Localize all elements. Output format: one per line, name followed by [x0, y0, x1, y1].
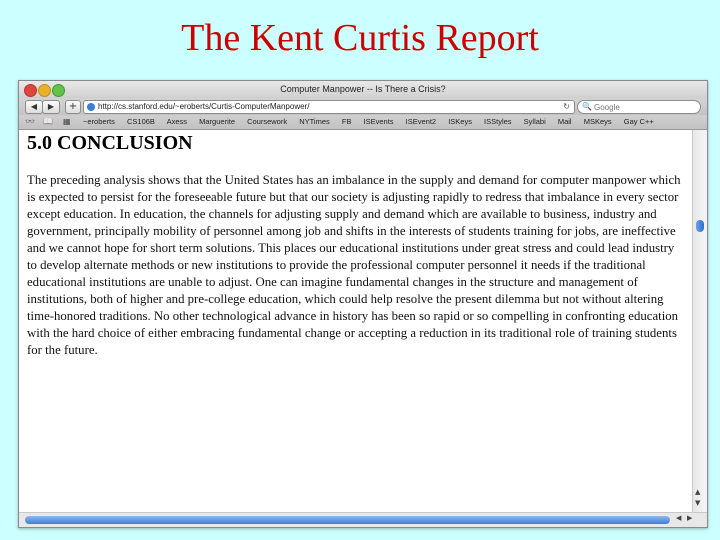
plus-icon: +	[68, 101, 78, 112]
top-sites-grid-icon[interactable]: ▦	[63, 117, 71, 126]
back-button[interactable]	[25, 100, 43, 114]
vertical-scroll-thumb[interactable]	[696, 220, 704, 232]
bookmark-item[interactable]: Gay C++	[623, 117, 654, 126]
scroll-right-arrow-icon[interactable]: ▶	[687, 514, 693, 522]
conclusion-paragraph: The preceding analysis shows that the United States has an imbalance in the supply and demand for computer manpower which is expected to persist for the foreseeable future but that our society is adjusting rapidly to redress that imbalance in every sector except education. In education, the channels for adjusting supply and demand which are available to business, industry and government, principally mobility of personnel among job and shifts in the interests of students training for jobs, are ineffective and we cannot hope for short term solutions. This places our educational institutions under great stress and could lead industry to develop alternate methods or new institutions to provide the professional computer personnel it needs if the traditional educational institutions are unable to adjust. One can imagine fundamental changes in the structure and management of institutions, both of higher and pre-college education, which could help resolve the present dilemma but not without altering time-honored traditions. No other technological advance in history has been so rapid or so compelling in confronting education with the hard choice of either embracing fundamental change or accepting a reduction in its traditional role of training students for the future.	[27, 173, 681, 357]
address-bar[interactable]	[83, 100, 575, 114]
scroll-down-arrow-icon[interactable]: ▼	[695, 499, 701, 507]
search-input[interactable]	[594, 101, 694, 113]
bookmark-item[interactable]: Mail	[557, 117, 572, 126]
search-icon: 🔍	[582, 102, 592, 111]
bookmark-item[interactable]: Marguerite	[199, 117, 235, 126]
window-title: Computer Manpower -- Is There a Crisis?	[280, 84, 446, 94]
bookmark-item[interactable]: ~eroberts	[83, 117, 115, 126]
search-box[interactable]	[577, 100, 701, 114]
bookmark-item[interactable]: NYTimes	[299, 117, 330, 126]
bookmark-item[interactable]: Coursework	[247, 117, 288, 126]
address-url[interactable]: http://cs.stanford.edu/~eroberts/Curtis-ComputerManpower/	[98, 102, 310, 111]
page-content	[19, 130, 691, 512]
forward-arrow-icon: ▶	[47, 102, 55, 111]
browser-window	[18, 80, 708, 528]
bookmark-item[interactable]: ISEvent2	[405, 117, 437, 126]
add-bookmark-button[interactable]	[65, 100, 81, 114]
page-heading: 5.0 CONCLUSION	[27, 132, 193, 154]
bookmark-item[interactable]: Syllabi	[523, 117, 546, 126]
bookmark-item[interactable]: MSKeys	[583, 117, 612, 126]
vertical-scrollbar[interactable]	[692, 130, 708, 512]
bookmarks-book-icon[interactable]: 📖	[43, 117, 53, 126]
bookmarks-bar	[19, 115, 707, 130]
scroll-left-arrow-icon[interactable]: ◀	[676, 514, 682, 522]
bookmark-list	[83, 115, 664, 129]
bookmark-item[interactable]: CS106B	[127, 117, 155, 126]
horizontal-scroll-thumb[interactable]	[25, 516, 670, 524]
horizontal-scrollbar[interactable]	[19, 512, 707, 528]
window-titlebar	[19, 81, 707, 99]
reload-icon[interactable]: ↻	[563, 102, 570, 111]
bookmark-item[interactable]: ISStyles	[484, 117, 512, 126]
bookmark-item[interactable]: FB	[341, 117, 352, 126]
forward-button[interactable]	[42, 100, 60, 114]
scroll-up-arrow-icon[interactable]: ▲	[695, 488, 701, 496]
bookmark-item[interactable]: Axess	[166, 117, 188, 126]
reader-glasses-icon[interactable]: 👓	[25, 117, 35, 126]
back-arrow-icon: ◀	[30, 102, 38, 111]
slide-title: The Kent Curtis Report	[181, 17, 539, 59]
bookmark-item[interactable]: ISEvents	[363, 117, 394, 126]
bookmark-item[interactable]: ISKeys	[448, 117, 472, 126]
browser-toolbar	[19, 99, 707, 115]
site-globe-icon	[87, 103, 95, 111]
